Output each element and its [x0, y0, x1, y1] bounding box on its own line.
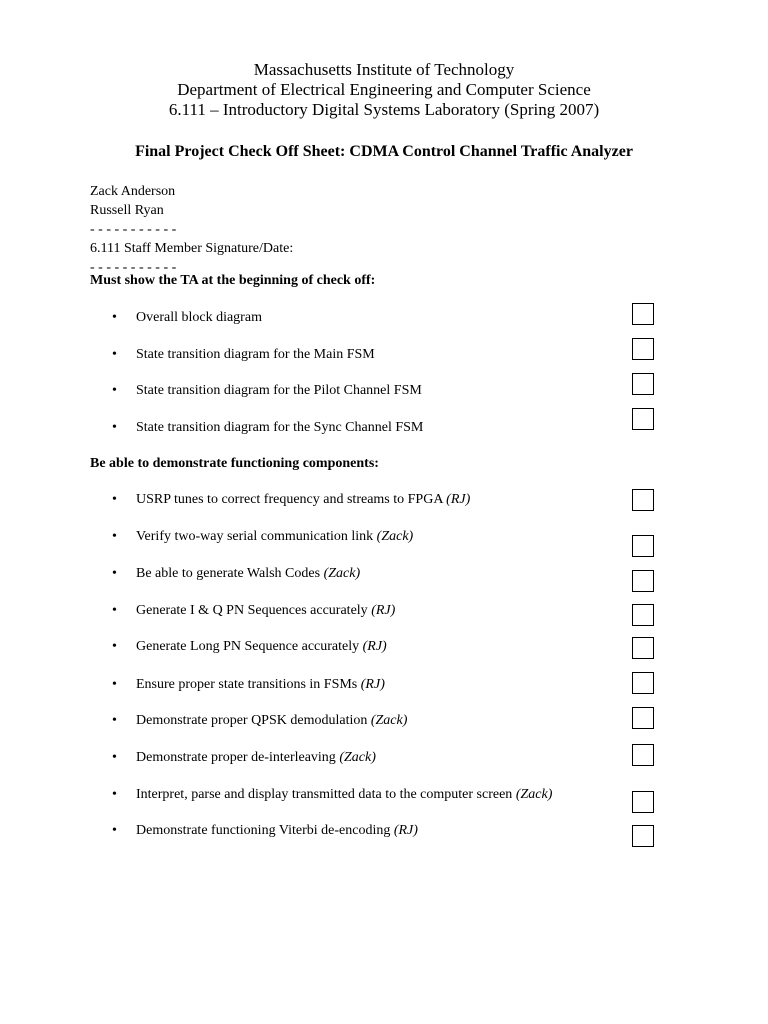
checkbox[interactable] [632, 489, 654, 511]
item-text: Demonstrate functioning Viterbi de-encoding [136, 823, 394, 838]
checkbox[interactable] [632, 707, 654, 729]
divider-2: - - - - - - - - - - - [90, 260, 177, 275]
header-department: Department of Electrical Engineering and Computer Science [177, 80, 591, 99]
item-text: Demonstrate proper QPSK demodulation [136, 713, 371, 728]
bullet: • [112, 492, 117, 507]
list-item [112, 420, 423, 436]
list-item [112, 787, 552, 803]
list-item [112, 750, 376, 766]
item-text: State transition diagram for the Sync Channel FSM [136, 420, 424, 435]
checkbox[interactable] [632, 535, 654, 557]
bullet: • [112, 713, 117, 728]
item-text: Generate I & Q PN Sequences accurately [136, 603, 372, 618]
checkbox[interactable] [632, 338, 654, 360]
item-owner: (RJ) [446, 492, 471, 507]
item-text: Ensure proper state transitions in FSMs [136, 677, 361, 692]
item-owner: (RJ) [371, 603, 396, 618]
list-item [112, 603, 395, 619]
bullet: • [112, 529, 117, 544]
signature-label: 6.111 Staff Member Signature/Date: [90, 241, 294, 256]
header-institution: Massachusetts Institute of Technology [253, 60, 515, 79]
section-ta-heading: Must show the TA at the beginning of check off: [90, 273, 376, 288]
item-text: Overall block diagram [136, 310, 262, 325]
checkbox[interactable] [632, 303, 654, 325]
section-demo-heading: Be able to demonstrate functioning components: [90, 456, 379, 471]
item-owner: (RJ) [360, 677, 385, 692]
item-text: Verify two-way serial communication link [136, 529, 377, 544]
list-item [112, 713, 407, 729]
bullet: • [112, 383, 117, 398]
bullet: • [112, 420, 117, 435]
bullet: • [112, 310, 117, 325]
bullet: • [112, 750, 117, 765]
checkbox[interactable] [632, 604, 654, 626]
bullet: • [112, 639, 117, 654]
header-course: 6.111 – Introductory Digital Systems Laboratory (Spring 2007) [168, 100, 600, 119]
list-item [112, 347, 375, 363]
checkbox[interactable] [632, 672, 654, 694]
list-item [112, 566, 360, 582]
checkbox[interactable] [632, 637, 654, 659]
bullet: • [112, 603, 117, 618]
item-text: State transition diagram for the Main FSM [136, 347, 375, 362]
bullet: • [112, 677, 117, 692]
item-text: Be able to generate Walsh Codes [136, 566, 324, 581]
team-member-1: Zack Anderson [90, 184, 176, 199]
document-header [0, 60, 768, 120]
list-item [112, 383, 422, 399]
list-item [112, 529, 413, 545]
checkbox[interactable] [632, 570, 654, 592]
item-text: USRP tunes to correct frequency and streams to FPGA [136, 492, 447, 507]
bullet: • [112, 823, 117, 838]
checkbox[interactable] [632, 408, 654, 430]
page-title: Final Project Check Off Sheet: CDMA Control Channel Traffic Analyzer [135, 143, 633, 160]
bullet: • [112, 787, 117, 802]
item-owner: (Zack) [370, 713, 408, 728]
item-owner: (Zack) [515, 787, 553, 802]
item-owner: (RJ) [362, 639, 387, 654]
team-member-2: Russell Ryan [90, 203, 164, 218]
item-text: State transition diagram for the Pilot Channel FSM [136, 383, 422, 398]
checkbox[interactable] [632, 373, 654, 395]
item-text: Interpret, parse and display transmitted data to the computer screen [136, 787, 516, 802]
list-item [112, 492, 470, 508]
item-text: Demonstrate proper de-interleaving [136, 750, 340, 765]
checkbox[interactable] [632, 825, 654, 847]
checkbox[interactable] [632, 744, 654, 766]
divider-1: - - - - - - - - - - - [90, 222, 177, 237]
checkbox[interactable] [632, 791, 654, 813]
item-owner: (Zack) [339, 750, 376, 765]
list-item [112, 310, 262, 326]
bullet: • [112, 347, 117, 362]
item-owner: (RJ) [393, 823, 418, 838]
list-item [112, 823, 418, 839]
list-item [112, 639, 387, 655]
team-block [90, 182, 293, 277]
bullet: • [112, 566, 117, 581]
item-owner: (Zack) [323, 566, 361, 581]
item-text: Generate Long PN Sequence accurately [136, 639, 363, 654]
item-owner: (Zack) [376, 529, 414, 544]
list-item [112, 677, 385, 693]
